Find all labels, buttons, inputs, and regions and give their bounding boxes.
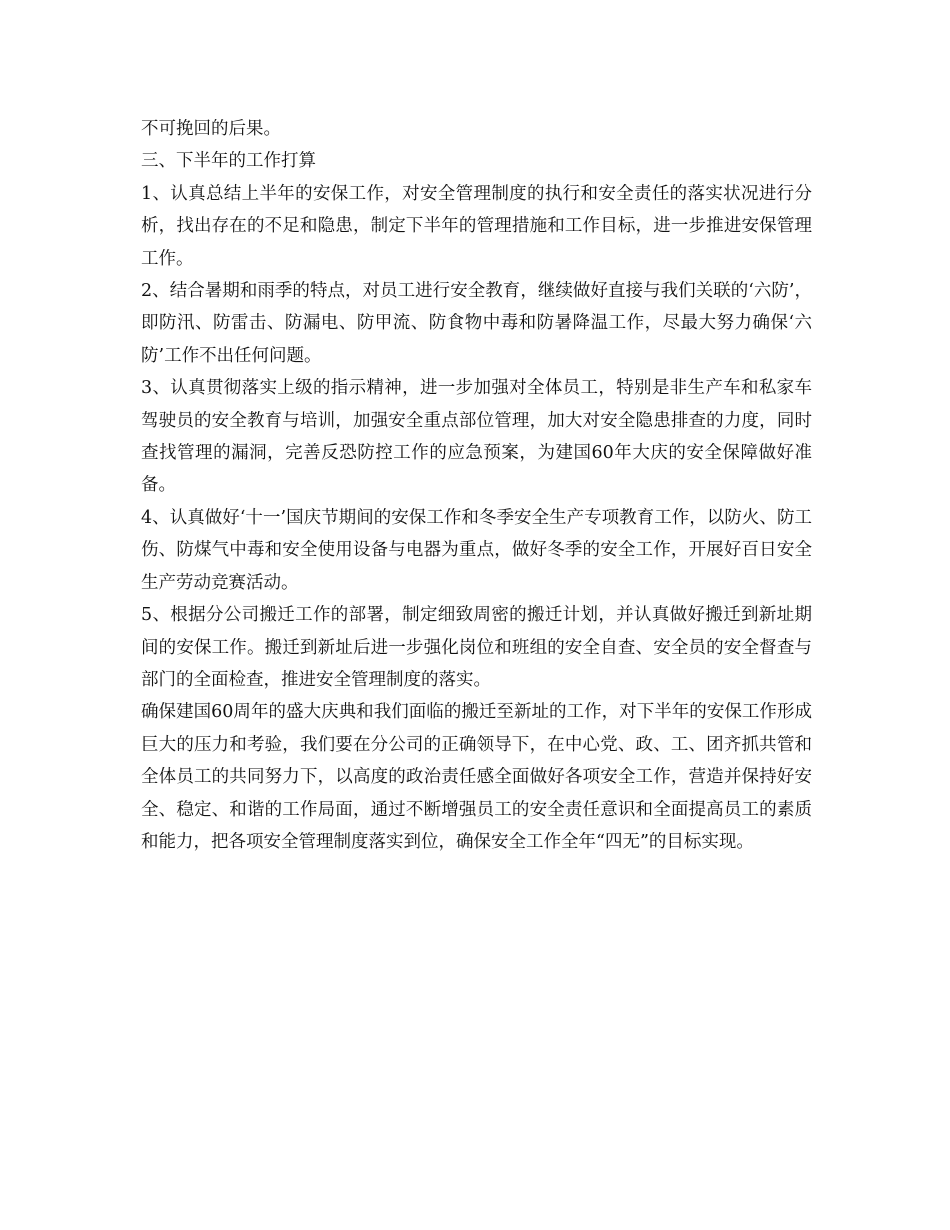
plan-item-2: 2、结合暑期和雨季的特点，对员工进行安全教育，继续做好直接与我们关联的‘六防’，即防汛、防雷击、防漏电、防甲流、防食物中毒和防暑降温工作，尽最大努力确保‘六防’工作不出任何问题。	[141, 281, 812, 366]
plan-item-4: 4、认真做好‘十一’国庆节期间的安保工作和冬季安全生产专项教育工作，以防火、防工伤、防煤气中毒和安全使用设备与电器为重点，做好冬季的安全工作，开展好百日安全生产劳动竞赛活动。	[141, 507, 812, 593]
section-heading: 三、下半年的工作打算	[141, 151, 316, 172]
plan-item-3: 3、认真贯彻落实上级的指示精神，进一步加强对全体员工，特别是非生产车和私家车驾驶员的安全教育与培训，加强安全重点部位管理，加大对安全隐患排查的力度，同时查找管理的漏洞，完善反恐防控工作的应急预案，为建国60年大庆的安全保障做好准备。	[141, 378, 812, 496]
plan-item-5: 5、根据分公司搬迁工作的部署，制定细致周密的搬迁计划，并认真做好搬迁到新址期间的安保工作。搬迁到新址后进一步强化岗位和班组的安全自查、安全员的安全督查与部门的全面检查，推进安全管理制度的落实。	[141, 605, 812, 690]
paragraph-continuation: 不可挽回的后果。	[141, 119, 281, 139]
plan-item-1: 1、认真总结上半年的安保工作，对安全管理制度的执行和安全责任的落实状况进行分析，找出存在的不足和隐患，制定下半年的管理措施和工作目标，进一步推进安保管理工作。	[141, 183, 812, 269]
closing-paragraph: 确保建国60周年的盛大庆典和我们面临的搬迁至新址的工作，对下半年的安保工作形成巨大的压力和考验，我们要在分公司的正确领导下，在中心党、政、工、团齐抓共管和全体员工的共同努力下，以高度的政治责任感全面做好各项安全工作，营造并保持好安全、稳定、和谐的工作局面，通过不断增强员工的安全责任意识和全面提高员工的素质和能力，把各项安全管理制度落实到位，确保安全工作全年“四无”的目标实现。	[141, 702, 812, 852]
document-body	[141, 113, 812, 858]
